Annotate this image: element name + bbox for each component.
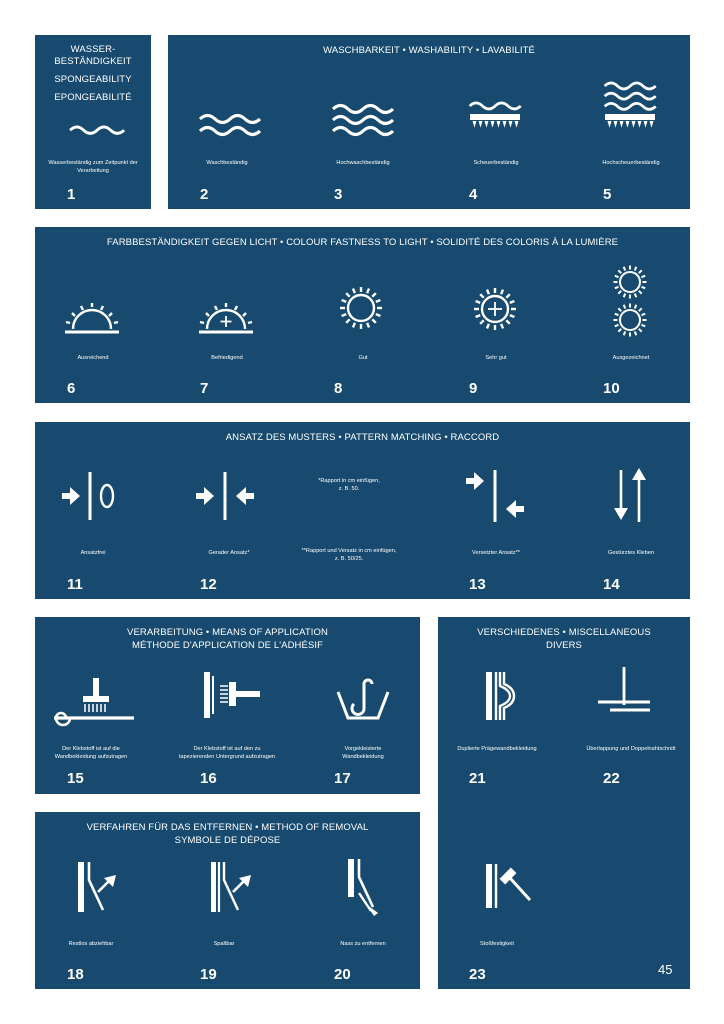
light-title: FARBBESTÄNDIGKEIT GEGEN LICHT • COLOUR FASTNESS TO LIGHT • SOLIDITÉ DES COLORIS À LA LUMIÈRE — [106, 237, 619, 248]
wash-label: Hochwaschbeständig — [336, 160, 390, 166]
pattern-title: ANSATZ DES MUSTERS • PATTERN MATCHING • RACCORD — [225, 432, 500, 443]
item-number: 17 — [334, 770, 351, 787]
item-number: 3 — [334, 186, 343, 203]
label-line: Der Klebstoff ist auf den zu — [193, 746, 261, 752]
item-number: 21 — [469, 770, 486, 787]
water-title — [35, 44, 151, 104]
single-wave-icon — [35, 123, 151, 143]
item-number: 16 — [200, 770, 217, 787]
light-label: Sehr gut — [485, 355, 507, 361]
pattern-label: Gestürztes Kleben — [607, 550, 655, 556]
item-number: 8 — [334, 380, 343, 397]
sun-plus-icon — [471, 285, 521, 335]
title-line: VERFAHREN FÜR DAS ENTFERNEN • METHOD OF REMOVAL — [86, 822, 369, 833]
item-number: 18 — [67, 966, 84, 983]
pattern-note-top — [274, 477, 424, 493]
pattern-label: Gerader Ansatz* — [208, 550, 250, 556]
paste-wall-icon — [200, 670, 270, 720]
misc-label: Stoßfestigkeit — [480, 941, 514, 947]
item-number: 7 — [200, 380, 209, 397]
application-label — [26, 745, 156, 761]
application-label — [157, 745, 297, 761]
three-waves-icon — [333, 102, 393, 142]
pattern-matching-panel — [35, 422, 690, 599]
title-line: SYMBOLE DE DÉPOSE — [174, 835, 281, 846]
half-sun-icon — [67, 307, 121, 337]
removal-label: Spaltbar — [213, 941, 235, 947]
note-line: **Rapport und Versatz in cm einfügen, — [301, 548, 397, 554]
item-number: 10 — [603, 380, 620, 397]
prepasted-icon — [334, 676, 394, 726]
item-number: 15 — [67, 770, 84, 787]
straight-match-icon — [196, 466, 260, 526]
removal-title — [35, 821, 420, 847]
label-line: Wandbekleidung aufzutragen — [54, 754, 128, 760]
misc-label: Überlappung und Doppelnahtschnitt — [586, 746, 676, 752]
overlap-double-cut-icon — [596, 665, 656, 715]
item-number: 19 — [200, 966, 217, 983]
pattern-label: Ansatzfrei — [80, 550, 106, 556]
wash-label: Waschbeständig — [206, 160, 248, 166]
item-number: 6 — [67, 380, 76, 397]
pattern-label: Versetzter Ansatz** — [472, 550, 520, 556]
water-title-line: BESTÄNDIGKEIT — [54, 56, 132, 67]
label-line: Wandbekleidung — [342, 754, 384, 760]
light-label: Ausgezeichnet — [612, 355, 650, 361]
item-number: 5 — [603, 186, 612, 203]
washability-title: WASCHBARKEIT • WASHABILITY • LAVABILITÉ — [323, 45, 535, 56]
item-number: 9 — [469, 380, 478, 397]
embossed-duplex-icon — [484, 668, 524, 724]
application-title — [35, 626, 420, 652]
item-number: 13 — [469, 576, 486, 593]
pattern-note-bottom — [274, 547, 424, 563]
water-resistance-panel — [35, 35, 151, 209]
title-line: MÉTHODE D'APPLICATION DE L'ADHÉSIF — [131, 640, 324, 651]
half-sun-plus-icon — [201, 307, 255, 337]
free-match-icon — [62, 466, 122, 526]
wash-label: Hochscheuerbeständig — [602, 160, 660, 166]
title-line: VERARBEITUNG • MEANS OF APPLICATION — [127, 627, 328, 638]
item-number: 22 — [603, 770, 620, 787]
wash-label: Scheuerbeständig — [473, 160, 519, 166]
label-line: Der Klebstoff ist auf die — [62, 746, 120, 752]
removal-label: Nass zu entfernen — [340, 941, 386, 947]
item-number: 14 — [603, 576, 620, 593]
light-label: Ausreichend — [77, 355, 109, 361]
misc-title — [438, 626, 690, 652]
item-number: 11 — [67, 576, 83, 593]
waves-brush-icon — [468, 100, 528, 140]
item-number: 4 — [469, 186, 478, 203]
page-number: 45 — [658, 962, 673, 977]
title-line: DIVERS — [546, 640, 582, 651]
peelable-icon — [209, 860, 259, 916]
note-line: z. B. 50. — [338, 486, 360, 492]
offset-match-icon — [466, 466, 530, 526]
paste-wallcovering-icon — [48, 676, 138, 726]
light-label: Befriedigend — [211, 355, 243, 361]
item-number: 1 — [67, 186, 76, 203]
misc-label: Duplierte Prägewandbekleidung — [457, 746, 537, 752]
two-suns-icon — [610, 262, 654, 342]
water-title-line: EPONGEABILITÉ — [54, 92, 132, 103]
light-label: Gut — [358, 355, 368, 361]
note-line: z. B. 50/25. — [334, 556, 364, 562]
reverse-hanging-icon — [610, 464, 650, 524]
label-line: Vorgekleisterte — [344, 746, 382, 752]
three-waves-brush-icon — [603, 80, 663, 140]
label-line: tapezierenden Untergrund aufzutragen — [178, 754, 276, 760]
item-number: 20 — [334, 966, 351, 983]
item-number: 23 — [469, 966, 486, 983]
item-number: 2 — [200, 186, 209, 203]
wet-removable-icon — [346, 857, 396, 923]
water-title-line: SPONGEABILITY — [54, 74, 132, 85]
impact-resistance-icon — [484, 862, 534, 912]
water-title-line: WASSER- — [70, 44, 116, 55]
sun-icon — [337, 284, 387, 334]
application-label — [298, 745, 428, 761]
item-number: 12 — [200, 576, 217, 593]
note-line: *Rapport in cm einfügen, — [318, 478, 380, 484]
removal-label: Restlos abziehbar — [68, 941, 114, 947]
two-waves-icon — [200, 112, 260, 142]
strippable-icon — [76, 860, 126, 916]
title-line: VERSCHIEDENES • MISCELLANEOUS — [477, 627, 651, 638]
water-label: Wasserbeständig zum Zeitpunkt der Verarbeitung — [48, 160, 138, 174]
